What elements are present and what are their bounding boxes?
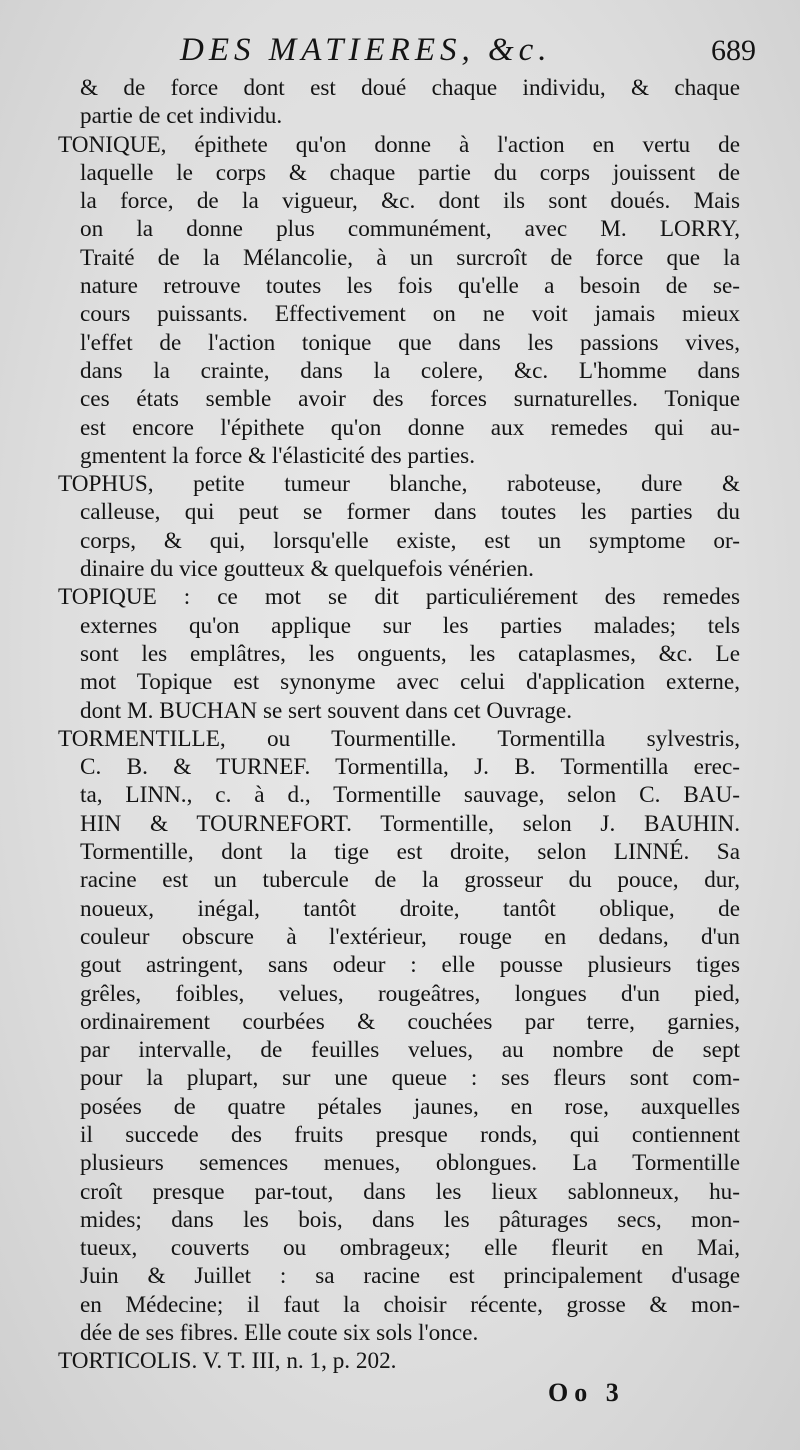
text-line: TOPHUS, petite tumeur blanche, raboteuse, dure & [58, 471, 740, 498]
page-number: 689 [711, 34, 756, 67]
text-line: cours puissants. Effectivement on ne voit jamais mieux [80, 301, 740, 328]
text-line: croît presque par-tout, dans les lieux sablonneux, hu- [80, 1178, 740, 1205]
text-line: on la donne plus communément, avec M. LORRY, [80, 216, 740, 243]
text-line: TORTICOLIS. V. T. III, n. 1, p. 202. [58, 1348, 397, 1375]
text-line: mides; dans les bois, dans les pâturages secs, mon- [80, 1206, 740, 1233]
text-line: TOPIQUE : ce mot se dit particuliérement des remedes [58, 584, 740, 611]
text-line: corps, & qui, lorsqu'elle existe, est un symptome or- [80, 527, 740, 554]
text-line: Traité de la Mélancolie, à un surcroît de force que la [80, 244, 740, 271]
text-line: nature retrouve toutes les fois qu'elle a besoin de se- [80, 273, 740, 300]
text-line: par intervalle, de feuilles velues, au nombre de sept [80, 1037, 740, 1064]
text-line: grêles, foibles, velues, rougeâtres, longues d'un pied, [80, 980, 740, 1007]
text-line: Juin & Juillet : sa racine est principalement d'usage [80, 1263, 740, 1290]
page-header [0, 30, 800, 74]
text-line: dinaire du vice goutteux & quelquefois vénérien. [80, 556, 534, 583]
text-line: dée de ses fibres. Elle coute six sols l'once. [80, 1320, 479, 1347]
text-line: ordinairement courbées & couchées par terre, garnies, [80, 1008, 740, 1035]
text-line: noueux, inégal, tantôt droite, tantôt oblique, de [80, 895, 740, 922]
text-line: il succede des fruits presque ronds, qui contiennent [80, 1121, 740, 1148]
glossary-text [58, 74, 740, 1376]
text-line: HIN & TOURNEFORT. Tormentille, selon J. BAUHIN. [80, 810, 740, 837]
text-line: & de force dont est doué chaque individu, & chaque [80, 75, 740, 101]
text-line: laquelle le corps & chaque partie du corps jouissent de [80, 159, 740, 186]
text-line: mot Topique est synonyme avec celui d'application externe, [80, 669, 740, 696]
text-line: plusieurs semences menues, oblongues. La Tormentille [80, 1150, 740, 1177]
text-line: Tormentille, dont la tige est droite, selon LINNÉ. Sa [80, 839, 740, 866]
text-line: tueux, couverts ou ombrageux; elle fleurit en Mai, [80, 1235, 740, 1262]
signature-mark: Oo 3 [548, 1378, 625, 1407]
text-line: gout astringent, sans odeur : elle pousse plusieurs tiges [80, 952, 740, 979]
text-line: l'effet de l'action tonique que dans les passions vives, [80, 329, 740, 356]
text-line: externes qu'on applique sur les parties malades; tels [80, 612, 740, 639]
running-title: DES MATIERES, &c. [180, 32, 552, 68]
text-line: dans la crainte, dans la colere, &c. L'homme dans [80, 357, 740, 384]
text-line: dont M. BUCHAN se sert souvent dans cet Ouvrage. [80, 697, 573, 724]
text-line: ces états semble avoir des forces surnaturelles. Tonique [80, 386, 740, 413]
text-line: en Médecine; il faut la choisir récente, grosse & mon- [80, 1291, 740, 1318]
text-line: calleuse, qui peut se former dans toutes les parties du [80, 499, 740, 526]
text-line: couleur obscure à l'extérieur, rouge en dedans, d'un [80, 923, 740, 950]
text-line: TONIQUE, épithete qu'on donne à l'action en vertu de [58, 131, 740, 158]
text-line: pour la plupart, sur une queue : ses fleurs sont com- [80, 1065, 740, 1092]
text-line: partie de cet individu. [80, 103, 283, 130]
text-line: posées de quatre pétales jaunes, en rose, auxquelles [80, 1093, 740, 1120]
text-line: C. B. & TURNEF. Tormentilla, J. B. Tormentilla erec- [80, 754, 740, 781]
text-line: est encore l'épithete qu'on donne aux remedes qui au- [80, 414, 740, 441]
text-line: sont les emplâtres, les onguents, les cataplasmes, &c. Le [80, 640, 740, 667]
text-line: TORMENTILLE, ou Tourmentille. Tormentilla sylvestris, [58, 725, 740, 752]
text-line: ta, LINN., c. à d., Tormentille sauvage, selon C. BAU- [80, 782, 740, 809]
text-line: racine est un tubercule de la grosseur du pouce, dur, [80, 867, 740, 894]
text-line: la force, de la vigueur, &c. dont ils sont doués. Mais [80, 188, 740, 215]
text-line: gmentent la force & l'élasticité des parties. [80, 442, 475, 469]
